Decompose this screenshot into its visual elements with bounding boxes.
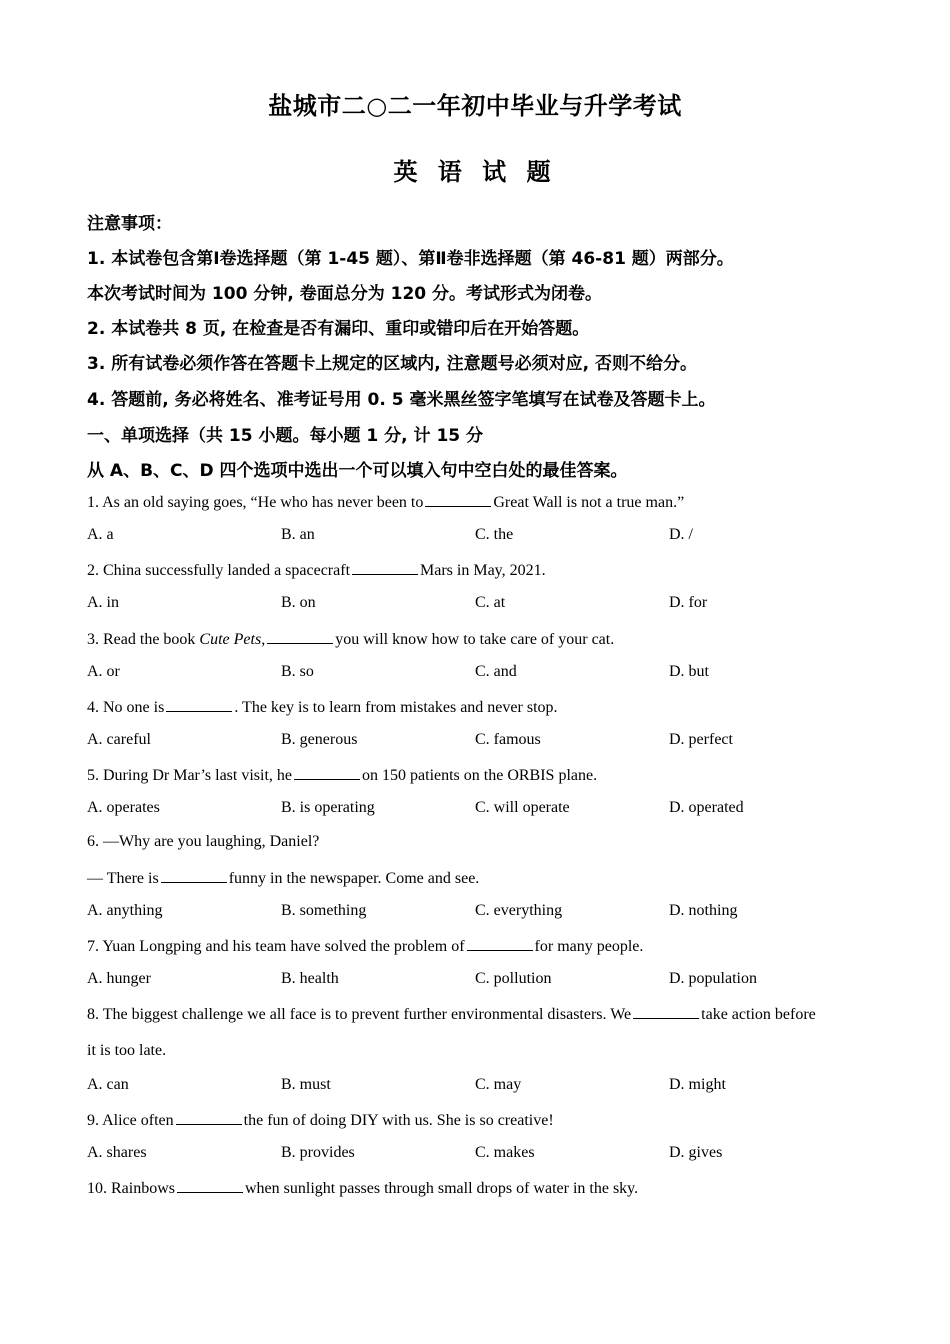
- question-text: — There is: [87, 870, 159, 887]
- question-text: ,: [261, 631, 266, 648]
- option-b: B. on: [281, 594, 316, 611]
- question-text: you will know how to take care of your cat.: [335, 631, 615, 648]
- question-text: Great Wall is not a true man.”: [493, 494, 685, 511]
- question-text: 1. As an old saying goes, “He who has never been to: [87, 494, 424, 511]
- answer-blank: [294, 765, 360, 780]
- answer-blank: [352, 560, 418, 575]
- question-text: 5. During Dr Mar’s last visit, he: [87, 767, 293, 784]
- option-c: C. pollution: [475, 970, 552, 987]
- question-10: [87, 1178, 638, 1198]
- notice-line-2: 本次考试时间为 100 分钟, 卷面总分为 120 分。考试形式为闭卷。: [87, 284, 603, 304]
- option-a: A. careful: [87, 731, 151, 748]
- options-6: [87, 902, 867, 924]
- option-c: C. the: [475, 526, 514, 543]
- notice-line-5: 4. 答题前, 务必将姓名、准考证号用 0. 5 毫米黑丝签字笔填写在试卷及答题卡上。: [87, 390, 716, 410]
- question-text: 2. China successfully landed a spacecraft: [87, 562, 351, 579]
- options-3: [87, 663, 867, 685]
- exam-title: 盐城市二○二一年初中毕业与升学考试: [268, 92, 682, 120]
- question-4: [87, 697, 558, 717]
- option-c: C. makes: [475, 1144, 535, 1161]
- options-8: [87, 1076, 867, 1098]
- book-title: Cute Pets: [199, 631, 262, 648]
- question-5: [87, 765, 597, 785]
- answer-blank: [425, 492, 491, 507]
- option-d: D. operated: [669, 799, 744, 816]
- answer-blank: [467, 936, 533, 951]
- question-3: [87, 629, 614, 649]
- option-c: C. everything: [475, 902, 563, 919]
- option-b: B. health: [281, 970, 339, 987]
- question-text: 10. Rainbows: [87, 1180, 175, 1197]
- question-1: [87, 492, 684, 512]
- option-a: A. can: [87, 1076, 129, 1093]
- question-text: when sunlight passes through small drops of water in the sky.: [245, 1180, 639, 1197]
- option-a: A. hunger: [87, 970, 151, 987]
- options-2: [87, 594, 867, 616]
- options-1: [87, 526, 867, 548]
- question-6-line-1: 6. —Why are you laughing, Daniel?: [87, 833, 320, 850]
- option-b: B. must: [281, 1076, 331, 1093]
- option-d: D. might: [669, 1076, 726, 1093]
- option-a: A. a: [87, 526, 114, 543]
- options-5: [87, 799, 867, 821]
- option-c: C. at: [475, 594, 506, 611]
- option-b: B. so: [281, 663, 314, 680]
- notice-heading: 注意事项：: [87, 214, 172, 234]
- option-d: D. nothing: [669, 902, 738, 919]
- question-text: . The key is to learn from mistakes and never stop.: [234, 699, 558, 716]
- option-d: D. perfect: [669, 731, 733, 748]
- notice-line-1: 1. 本试卷包含第Ⅰ卷选择题（第 1-45 题）、第Ⅱ卷非选择题（第 46-81 题）两部分。: [87, 249, 734, 269]
- answer-blank: [267, 629, 333, 644]
- option-a: A. anything: [87, 902, 163, 919]
- question-8-line-2: it is too late.: [87, 1042, 167, 1059]
- option-c: C. may: [475, 1076, 522, 1093]
- notice-line-4: 3. 所有试卷必须作答在答题卡上规定的区域内, 注意题号必须对应, 否则不给分。: [87, 354, 697, 374]
- question-text: 3. Read the book: [87, 631, 196, 648]
- question-text: on 150 patients on the ORBIS plane.: [362, 767, 598, 784]
- question-9: [87, 1110, 554, 1130]
- answer-blank: [177, 1178, 243, 1193]
- option-a: A. or: [87, 663, 120, 680]
- option-b: B. is operating: [281, 799, 375, 816]
- section-title: 一、单项选择（共 15 小题。每小题 1 分, 计 15 分: [87, 426, 484, 446]
- option-d: D. for: [669, 594, 708, 611]
- option-c: C. will operate: [475, 799, 570, 816]
- question-text: funny in the newspaper. Come and see.: [228, 870, 480, 887]
- notice-line-3: 2. 本试卷共 8 页, 在检查是否有漏印、重印或错印后在开始答题。: [87, 319, 590, 339]
- option-b: B. an: [281, 526, 315, 543]
- option-d: D. gives: [669, 1144, 723, 1161]
- option-b: B. generous: [281, 731, 358, 748]
- option-a: A. operates: [87, 799, 160, 816]
- question-8: [87, 1004, 816, 1024]
- question-text: 4. No one is: [87, 699, 165, 716]
- option-d: D. population: [669, 970, 757, 987]
- options-7: [87, 970, 867, 992]
- option-a: A. shares: [87, 1144, 147, 1161]
- option-b: B. provides: [281, 1144, 355, 1161]
- question-text: take action before: [701, 1006, 816, 1023]
- question-text: the fun of doing DIY with us. She is so creative!: [243, 1112, 554, 1129]
- option-d: D. /: [669, 526, 693, 543]
- option-b: B. something: [281, 902, 367, 919]
- answer-blank: [176, 1110, 242, 1125]
- question-2: [87, 560, 546, 580]
- subject-title: 英 语 试 题: [393, 158, 557, 186]
- options-4: [87, 731, 867, 753]
- question-text: 7. Yuan Longping and his team have solved the problem of: [87, 938, 465, 955]
- option-c: C. and: [475, 663, 517, 680]
- section-instruction: 从 A、B、C、D 四个选项中选出一个可以填入句中空白处的最佳答案。: [87, 461, 628, 481]
- answer-blank: [633, 1004, 699, 1019]
- option-a: A. in: [87, 594, 119, 611]
- option-c: C. famous: [475, 731, 541, 748]
- question-text: 9. Alice often: [87, 1112, 174, 1129]
- question-text: for many people.: [534, 938, 644, 955]
- answer-blank: [166, 697, 232, 712]
- answer-blank: [161, 868, 227, 883]
- question-6: [87, 868, 479, 888]
- question-text: Mars in May, 2021.: [420, 562, 546, 579]
- options-9: [87, 1144, 867, 1166]
- question-7: [87, 936, 643, 956]
- option-d: D. but: [669, 663, 709, 680]
- question-text: 8. The biggest challenge we all face is to prevent further environmental disasters. We: [87, 1006, 632, 1023]
